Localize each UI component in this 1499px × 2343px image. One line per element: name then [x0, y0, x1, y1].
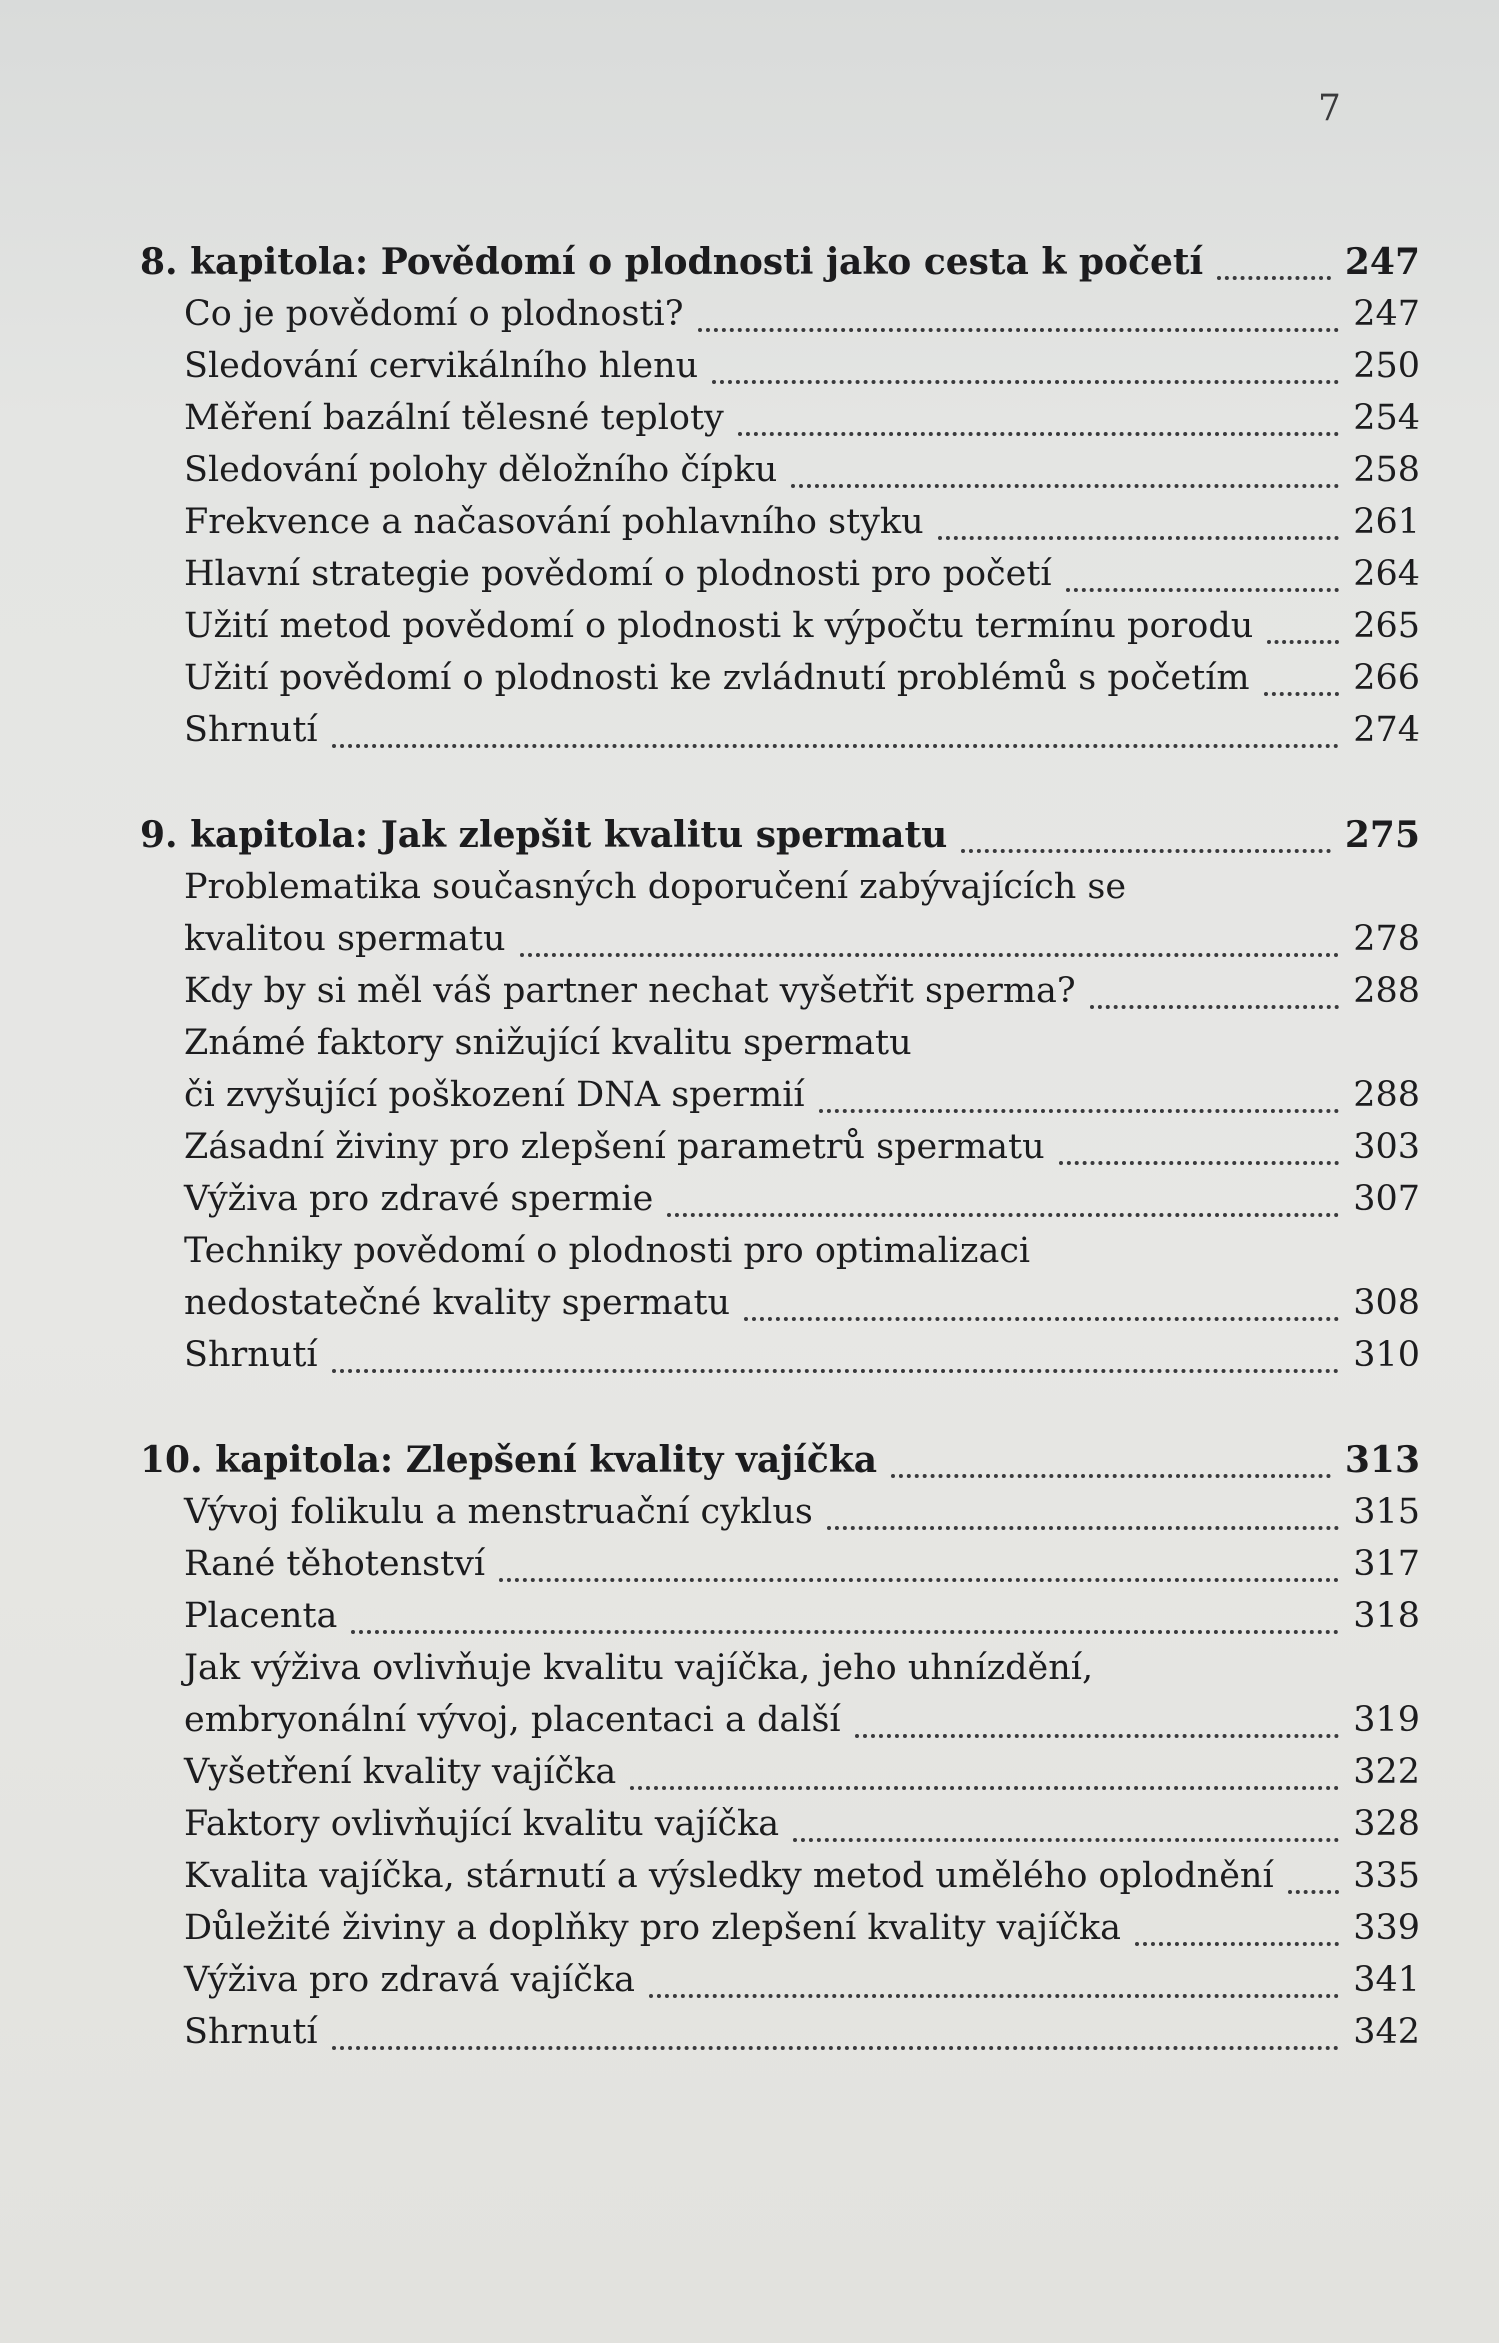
toc-entry — [140, 1017, 1420, 1121]
toc-entry-line — [140, 548, 1420, 600]
toc-entry — [140, 1902, 1420, 1954]
toc-entry-line — [140, 1798, 1420, 1850]
entry-title: Placenta — [184, 1596, 338, 1636]
entry-title: Faktory ovlivňující kvalitu vajíčka — [184, 1804, 780, 1844]
toc-entry — [140, 1225, 1420, 1329]
entry-title: Sledování polohy děložního čípku — [184, 450, 778, 490]
toc-entry — [140, 288, 1420, 340]
entry-title: Shrnutí — [184, 1335, 318, 1375]
entry-title: Co je povědomí o plodnosti? — [184, 294, 684, 334]
entry-title: Frekvence a načasování pohlavního styku — [184, 502, 924, 542]
dot-leader — [793, 1824, 1339, 1842]
entry-title: Vývoj folikulu a menstruační cyklus — [184, 1492, 813, 1532]
entry-title: Rané těhotenství — [184, 1544, 486, 1584]
dot-leader — [1288, 1876, 1340, 1894]
toc-entry — [140, 496, 1420, 548]
entry-page-number: 315 — [1353, 1492, 1420, 1532]
table-of-contents — [140, 236, 1420, 2111]
toc-entry — [140, 1329, 1420, 1381]
entry-title: nedostatečné kvality spermatu — [184, 1283, 731, 1323]
dot-leader — [667, 1199, 1339, 1217]
entry-title: Hlavní strategie povědomí o plodnosti pro početí — [184, 554, 1052, 594]
entry-page-number: 264 — [1353, 554, 1420, 594]
toc-entry-line — [140, 652, 1420, 704]
dot-leader — [961, 835, 1331, 853]
toc-entry — [140, 1538, 1420, 1590]
entry-title: Sledování cervikálního hlenu — [184, 346, 699, 386]
toc-entry — [140, 861, 1420, 965]
chapter-title: 10. kapitola: Zlepšení kvality vajíčka — [140, 1439, 878, 1481]
entry-title: Užití povědomí o plodnosti ke zvládnutí problémů s početím — [184, 658, 1250, 698]
toc-chapter — [140, 1434, 1420, 2058]
entry-title: Zásadní živiny pro zlepšení parametrů spermatu — [184, 1127, 1045, 1167]
dot-leader — [1066, 574, 1340, 592]
toc-entry — [140, 1798, 1420, 1850]
entry-page-number: 322 — [1353, 1752, 1420, 1792]
toc-entry — [140, 2006, 1420, 2058]
entry-page-number: 250 — [1353, 346, 1420, 386]
dot-leader — [499, 1564, 1339, 1582]
toc-entry-line — [140, 288, 1420, 340]
chapter-page-number: 275 — [1344, 814, 1420, 856]
entry-page-number: 342 — [1353, 2012, 1420, 2052]
toc-entry — [140, 600, 1420, 652]
entry-title: Měření bazální tělesné teploty — [184, 398, 724, 438]
entry-title: Problematika současných doporučení zabývajících se — [184, 867, 1127, 907]
entry-page-number: 335 — [1353, 1856, 1420, 1896]
toc-entry-line — [140, 1642, 1420, 1694]
entry-title: Výživa pro zdravá vajíčka — [184, 1960, 635, 2000]
toc-entry-line — [140, 1225, 1420, 1277]
entry-page-number: 308 — [1353, 1283, 1420, 1323]
toc-entry — [140, 704, 1420, 756]
dot-leader — [827, 1512, 1339, 1530]
chapter-title: 9. kapitola: Jak zlepšit kvalitu spermatu — [140, 814, 948, 856]
toc-entry — [140, 652, 1420, 704]
dot-leader — [1217, 262, 1331, 280]
entry-title: Kvalita vajíčka, stárnutí a výsledky metod umělého oplodnění — [184, 1856, 1274, 1896]
dot-leader — [698, 314, 1340, 332]
dot-leader — [1059, 1147, 1340, 1165]
dot-leader — [351, 1616, 1339, 1634]
toc-entry — [140, 1486, 1420, 1538]
dot-leader — [712, 366, 1339, 384]
entry-title: Techniky povědomí o plodnosti pro optimalizaci — [184, 1231, 1031, 1271]
entry-title: Shrnutí — [184, 2012, 318, 2052]
toc-entry-line — [140, 600, 1420, 652]
entry-title: Užití metod povědomí o plodnosti k výpočtu termínu porodu — [184, 606, 1254, 646]
toc-entry — [140, 444, 1420, 496]
toc-entry-line — [140, 1694, 1420, 1746]
dot-leader — [744, 1303, 1339, 1321]
chapter-heading — [140, 1434, 1420, 1486]
toc-chapter — [140, 236, 1420, 756]
entry-title: kvalitou spermatu — [184, 919, 506, 959]
entry-title: Výživa pro zdravé spermie — [184, 1179, 654, 1219]
toc-entry-line — [140, 1329, 1420, 1381]
toc-entry-line — [140, 496, 1420, 548]
toc-entry-line — [140, 1277, 1420, 1329]
entry-title: Vyšetření kvality vajíčka — [184, 1752, 617, 1792]
entry-page-number: 318 — [1353, 1596, 1420, 1636]
toc-entry — [140, 1173, 1420, 1225]
toc-entry-line — [140, 392, 1420, 444]
dot-leader — [630, 1772, 1339, 1790]
entry-page-number: 278 — [1353, 919, 1420, 959]
entry-page-number: 265 — [1353, 606, 1420, 646]
dot-leader — [855, 1720, 1340, 1738]
entry-page-number: 288 — [1353, 1075, 1420, 1115]
entry-title: Známé faktory snižující kvalitu spermatu — [184, 1023, 912, 1063]
entry-page-number: 261 — [1353, 502, 1420, 542]
entry-title: Shrnutí — [184, 710, 318, 750]
toc-entry-line — [140, 861, 1420, 913]
entry-page-number: 288 — [1353, 971, 1420, 1011]
toc-entry-line — [140, 1850, 1420, 1902]
toc-entry — [140, 1642, 1420, 1746]
toc-entry — [140, 392, 1420, 444]
entry-page-number: 247 — [1353, 294, 1420, 334]
dot-leader — [332, 1355, 1340, 1373]
entry-page-number: 319 — [1353, 1700, 1420, 1740]
entry-title: Jak výživa ovlivňuje kvalitu vajíčka, jeho uhnízdění, — [184, 1648, 1094, 1688]
entry-page-number: 339 — [1353, 1908, 1420, 1948]
dot-leader — [332, 730, 1340, 748]
toc-entry-line — [140, 1017, 1420, 1069]
toc-chapter — [140, 809, 1420, 1381]
dot-leader — [738, 418, 1339, 436]
toc-entry-line — [140, 704, 1420, 756]
toc-entry-line — [140, 1954, 1420, 2006]
toc-entry-line — [140, 1590, 1420, 1642]
dot-leader — [1135, 1928, 1339, 1946]
toc-entry — [140, 1850, 1420, 1902]
entry-title: embryonální vývoj, placentaci a další — [184, 1700, 841, 1740]
toc-entry-line — [140, 1069, 1420, 1121]
toc-entry-line — [140, 444, 1420, 496]
toc-entry — [140, 965, 1420, 1017]
toc-entry — [140, 1121, 1420, 1173]
toc-entry-line — [140, 1173, 1420, 1225]
dot-leader — [1264, 678, 1340, 696]
toc-entry-line — [140, 965, 1420, 1017]
entry-page-number: 310 — [1353, 1335, 1420, 1375]
dot-leader — [819, 1095, 1340, 1113]
dot-leader — [891, 1460, 1331, 1478]
entry-page-number: 307 — [1353, 1179, 1420, 1219]
toc-entry-line — [140, 1486, 1420, 1538]
entry-title: Důležité živiny a doplňky pro zlepšení kvality vajíčka — [184, 1908, 1121, 1948]
chapter-heading — [140, 809, 1420, 861]
chapter-page-number: 247 — [1344, 241, 1420, 283]
toc-entry-line — [140, 2006, 1420, 2058]
entry-title: Kdy by si měl váš partner nechat vyšetřit sperma? — [184, 971, 1076, 1011]
dot-leader — [938, 522, 1340, 540]
dot-leader — [520, 939, 1340, 957]
entry-page-number: 258 — [1353, 450, 1420, 490]
toc-entry-line — [140, 1902, 1420, 1954]
entry-page-number: 328 — [1353, 1804, 1420, 1844]
toc-entry — [140, 1954, 1420, 2006]
toc-entry-line — [140, 913, 1420, 965]
toc-entry-line — [140, 1746, 1420, 1798]
dot-leader — [332, 2032, 1340, 2050]
page-number: 7 — [1318, 88, 1341, 129]
dot-leader — [791, 470, 1339, 488]
entry-page-number: 341 — [1353, 1960, 1420, 2000]
toc-entry — [140, 1746, 1420, 1798]
entry-page-number: 303 — [1353, 1127, 1420, 1167]
dot-leader — [1267, 626, 1339, 644]
entry-page-number: 254 — [1353, 398, 1420, 438]
entry-title: či zvyšující poškození DNA spermií — [184, 1075, 805, 1115]
dot-leader — [1090, 991, 1340, 1009]
chapter-heading — [140, 236, 1420, 288]
entry-page-number: 317 — [1353, 1544, 1420, 1584]
entry-page-number: 274 — [1353, 710, 1420, 750]
toc-entry-line — [140, 340, 1420, 392]
chapter-title: 8. kapitola: Povědomí o plodnosti jako cesta k početí — [140, 241, 1204, 283]
dot-leader — [649, 1980, 1339, 1998]
toc-entry-line — [140, 1538, 1420, 1590]
toc-entry — [140, 340, 1420, 392]
toc-entry-line — [140, 1121, 1420, 1173]
toc-entry — [140, 548, 1420, 600]
toc-entry — [140, 1590, 1420, 1642]
chapter-page-number: 313 — [1344, 1439, 1420, 1481]
entry-page-number: 266 — [1353, 658, 1420, 698]
